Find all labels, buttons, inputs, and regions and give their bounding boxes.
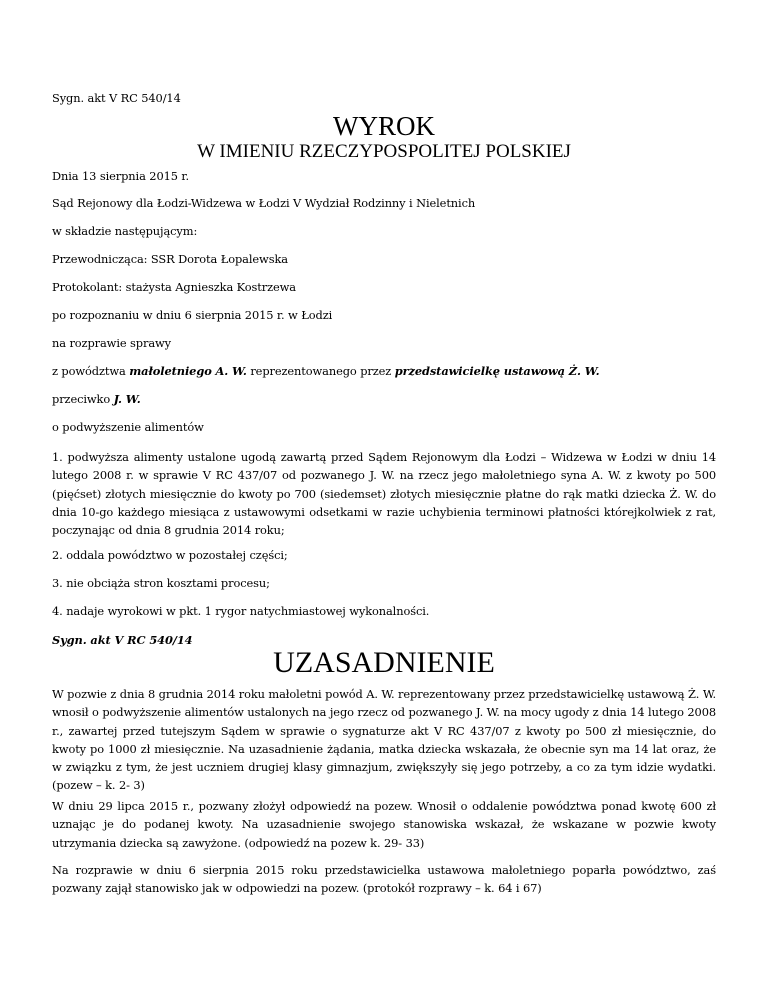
defendant-name: J. W.: [113, 392, 141, 406]
plaintiff-line: [52, 364, 600, 378]
plaintiff-prefix: z powództwa: [52, 364, 130, 378]
justification-paragraph-3: Na rozprawie w dniu 6 sierpnia 2015 roku przedstawicielka ustawowa małoletniego poparła powództwo, zaś pozwany zajął stanowisko jak w odpowiedzi na pozew. (protokół rozprawy – k. 64 i 67): [52, 863, 716, 896]
justification-title: UZASADNIENIE: [273, 646, 495, 679]
hearing-intro: na rozprawie sprawy: [52, 336, 171, 350]
judgment-subtitle: W IMIENIU RZECZYPOSPOLITEJ POLSKIEJ: [197, 141, 571, 162]
case-signature-justification: Sygn. akt V RC 540/14: [52, 633, 193, 647]
case-subject: o podwyższenie alimentów: [52, 420, 204, 434]
court-name: Sąd Rejonowy dla Łodzi-Widzewa w Łodzi V Wydział Rodzinny i Nieletnich: [52, 196, 476, 210]
justification-paragraph-2: W dniu 29 lipca 2015 r., pozwany złożył odpowiedź na pozew. Wnosił o oddalenie powództwa ponad kwotę 600 zł uznając je do podanej kwoty. Na uzasadnienie swojego stanowiska wskazał, że wskazane w pozwie kwoty utrzymania dziecka są zawyżone. (odpowiedź na pozew k. 29- 33): [52, 799, 716, 850]
defendant-line: [52, 392, 141, 406]
composition-intro: w składzie następującym:: [52, 224, 198, 238]
court-clerk: Protokolant: stażysta Agnieszka Kostrzewa: [52, 280, 296, 294]
hearing-date: po rozpoznaniu w dniu 6 sierpnia 2015 r. w Łodzi: [52, 308, 333, 322]
ruling-item-4: 4. nadaje wyrokowi w pkt. 1 rygor natychmiastowej wykonalności.: [52, 604, 430, 618]
defendant-prefix: przeciwko: [52, 392, 114, 406]
ruling-item-2: 2. oddala powództwo w pozostałej części;: [52, 548, 288, 562]
case-signature-top: Sygn. akt V RC 540/14: [52, 91, 181, 105]
plaintiff-name: małoletniego A. W.: [129, 364, 247, 378]
ruling-item-1: 1. podwyższa alimenty ustalone ugodą zawartą przed Sądem Rejonowym dla Łodzi – Widzewa w Łodzi w dniu 14 lutego 2008 r. w sprawie V RC 437/07 od pozwanego J. W. na rzecz jego małoletniego syna A. W. z kwoty po 500 (pięćset) złotych miesięcznie do kwoty po 700 (siedemset) złotych miesięcznie płatne do rąk matki dziecka Ż. W. do dnia 10-go każdego miesiąca z ustawowymi odsetkami w razie uchybienia terminowi płatności którejkolwiek z rat, poczynając od dnia 8 grudnia 2014 roku;: [52, 450, 716, 538]
ruling-item-3: 3. nie obciąża stron kosztami procesu;: [52, 576, 270, 590]
plaintiff-middle: reprezentowanego przez: [246, 364, 395, 378]
presiding-judge: Przewodnicząca: SSR Dorota Łopalewska: [52, 252, 288, 266]
justification-paragraph-1: W pozwie z dnia 8 grudnia 2014 roku małoletni powód A. W. reprezentowany przez przedstawicielkę ustawową Ż. W. wnosił o podwyższenie alimentów ustalonych na jego rzecz od pozwanego J. W. na mocy ugody z dnia 14 lutego 2008 r., zawartej przed tutejszym Sądem w sprawie o sygnaturze akt V RC 437/07 z kwoty po 500 zł miesięcznie, do kwoty po 1000 zł miesięcznie. Na uzasadnienie żądania, matka dziecka wskazała, że obecnie syn ma 14 lat oraz, że w związku z tym, że jest uczniem drugiej klasy gimnazjum, zwiększyły się jego potrzeby, a co za tym idzie wydatki. (pozew – k. 2- 3): [52, 687, 716, 793]
judgment-title: WYROK: [333, 111, 435, 141]
judgment-date: Dnia 13 sierpnia 2015 r.: [52, 169, 190, 183]
plaintiff-representative: przedstawicielkę ustawową Ż. W.: [394, 364, 600, 378]
